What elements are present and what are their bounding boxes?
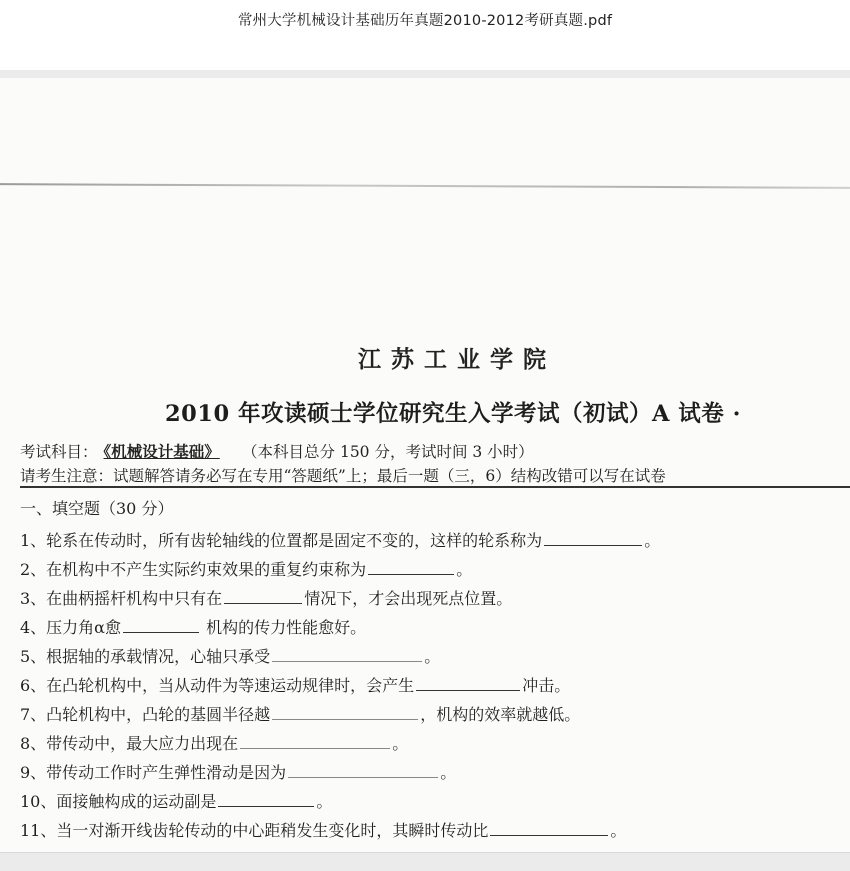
question-10-end: 。 (316, 792, 333, 811)
header-rule (20, 486, 850, 488)
answer-blank (272, 705, 418, 720)
question-3 (20, 586, 512, 609)
answer-blank (544, 531, 642, 546)
viewer-header (0, 0, 850, 70)
question-6-end: 冲击。 (522, 676, 571, 695)
question-6 (20, 673, 570, 696)
question-2-end: 。 (456, 560, 473, 579)
viewer-footer-band (0, 852, 850, 871)
answer-blank (490, 821, 608, 836)
question-2-text: 2、在机构中不产生实际约束效果的重复约束称为 (20, 560, 367, 579)
question-1-text: 1、轮系在传动时，所有齿轮轴线的位置都是固定不变的，这样的轮系称为 (20, 531, 543, 550)
question-5 (20, 644, 440, 667)
answer-blank (272, 647, 422, 662)
question-5-text: 5、根据轴的承载情况，心轴只承受 (20, 647, 271, 666)
subject-line (20, 440, 534, 462)
answer-blank (224, 589, 302, 604)
answer-blank (416, 676, 520, 691)
question-9-text: 9、带传动工作时产生弹性滑动是因为 (20, 763, 287, 782)
question-5-end: 。 (424, 647, 441, 666)
answer-blank (123, 618, 199, 633)
question-10 (20, 789, 332, 812)
question-7-end: ，机构的效率就越低。 (420, 705, 581, 724)
pdf-page[interactable] (0, 78, 850, 852)
question-10-text: 10、面接触构成的运动副是 (20, 792, 217, 811)
question-9-end: 。 (440, 763, 457, 782)
subject-name: 《机械设计基础》 (103, 442, 220, 461)
question-11 (20, 818, 626, 841)
question-8 (20, 731, 408, 754)
question-11-text: 11、当一对渐开线齿轮传动的中心距稍发生变化时，其瞬时传动比 (20, 821, 489, 840)
question-11-end: 。 (610, 821, 627, 840)
question-7 (20, 702, 580, 725)
question-8-end: 。 (392, 734, 409, 753)
answer-blank (368, 560, 454, 575)
question-1-end: 。 (644, 531, 661, 550)
question-9 (20, 760, 456, 783)
question-4 (20, 615, 366, 638)
scan-artifact-line (0, 183, 850, 189)
answer-blank (240, 734, 390, 749)
question-2 (20, 557, 472, 580)
answer-blank (288, 763, 438, 778)
question-8-text: 8、带传动中，最大应力出现在 (20, 734, 239, 753)
answer-blank (218, 792, 314, 807)
exam-title: 2010 年攻读硕士学位研究生入学考试（初试）A 试卷 · (165, 401, 741, 427)
question-7-text: 7、凸轮机构中，凸轮的基圆半径越 (20, 705, 271, 724)
question-1 (20, 528, 660, 551)
school-name: 江苏工业学院 (358, 346, 556, 373)
question-4-end: 机构的传力性能愈好。 (201, 618, 367, 637)
question-4-text: 4、压力角α愈 (20, 618, 121, 637)
document-title: 常州大学机械设计基础历年真题2010-2012考研真题.pdf (237, 13, 613, 29)
question-3-end: 情况下，才会出现死点位置。 (304, 589, 513, 608)
question-3-text: 3、在曲柄摇杆机构中只有在 (20, 589, 223, 608)
notice-line: 请考生注意：试题解答请务必写在专用“答题纸”上；最后一题（三，6）结构改错可以写在试卷 (20, 467, 666, 485)
section-title: 一、填空题（30 分） (20, 499, 174, 518)
subject-meta: （本科目总分 150 分，考试时间 3 小时） (249, 443, 534, 461)
subject-label: 考试科目： (20, 443, 98, 461)
question-6-text: 6、在凸轮机构中，当从动件为等速运动规律时，会产生 (20, 676, 415, 695)
